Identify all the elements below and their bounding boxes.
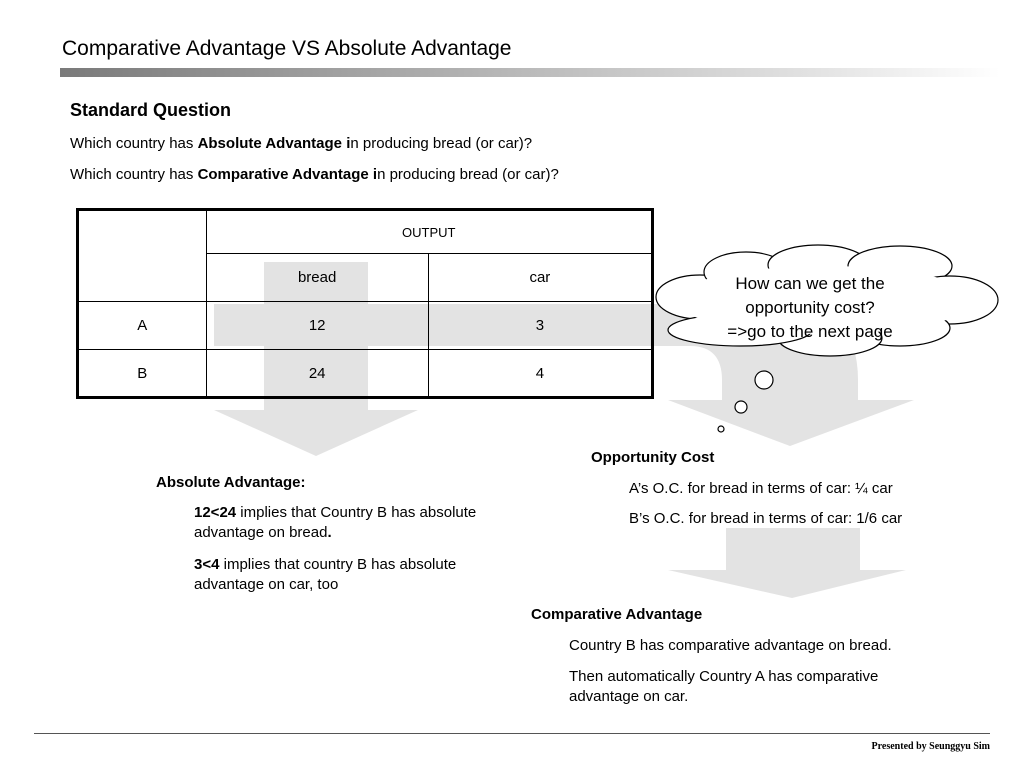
question-bold: Absolute Advantage i — [197, 135, 351, 152]
bubble-line: opportunity cost? — [745, 298, 875, 317]
question-text: Which country has — [70, 135, 198, 152]
question-text: n producing bread (or car)? — [350, 135, 533, 152]
question-bold: Comparative Advantage i — [197, 166, 378, 183]
comparative-advantage-line-1: Country B has comparative advantage on bread. — [569, 637, 892, 654]
bubble-dot-small — [718, 426, 724, 432]
cell-b-bread: 24 — [206, 350, 428, 398]
opportunity-cost-heading: Opportunity Cost — [591, 449, 715, 466]
bubble-line: =>go to the next page — [727, 322, 893, 341]
output-header: OUTPUT — [206, 210, 652, 254]
inequality: 3<4 — [194, 556, 220, 573]
column-header-car: car — [428, 254, 652, 302]
cell-b-car: 4 — [428, 350, 652, 398]
slide-title: Comparative Advantage VS Absolute Advantage — [62, 37, 512, 60]
absolute-advantage-point-1 — [194, 503, 494, 543]
bubble-line: How can we get the — [735, 274, 885, 293]
comparative-advantage-heading: Comparative Advantage — [531, 606, 703, 623]
footer-credit: Presented by Seunggyu Sim — [871, 741, 990, 752]
bubble-dot-large — [755, 371, 773, 389]
column-header-bread: bread — [206, 254, 428, 302]
cell-a-bread: 12 — [206, 302, 428, 350]
footer-rule — [34, 733, 990, 734]
point-text: implies that Country B has absolute advantage on bread — [194, 504, 477, 541]
absolute-advantage-heading: Absolute Advantage: — [156, 474, 306, 491]
standard-question-heading: Standard Question — [70, 100, 232, 120]
comparative-advantage-line-2: Then automatically Country A has comparative advantage on car. — [569, 668, 879, 705]
cell-a-car: 3 — [428, 302, 652, 350]
thought-bubble-text — [700, 272, 920, 344]
opportunity-cost-b: B’s O.C. for bread in terms of car: 1/6 car — [629, 510, 903, 527]
question-text: Which country has — [70, 166, 198, 183]
row-label-b: B — [78, 350, 207, 398]
bubble-dot-medium — [735, 401, 747, 413]
point-text: implies that country B has absolute advantage on car, too — [194, 556, 457, 593]
inequality: 12<24 — [194, 504, 237, 521]
absolute-advantage-point-2 — [194, 555, 504, 595]
row-label-a: A — [78, 302, 207, 350]
point-end: . — [327, 524, 332, 541]
question-text: n producing bread (or car)? — [377, 166, 559, 183]
opportunity-cost-a: A’s O.C. for bread in terms of car: ¼ car — [629, 480, 893, 497]
